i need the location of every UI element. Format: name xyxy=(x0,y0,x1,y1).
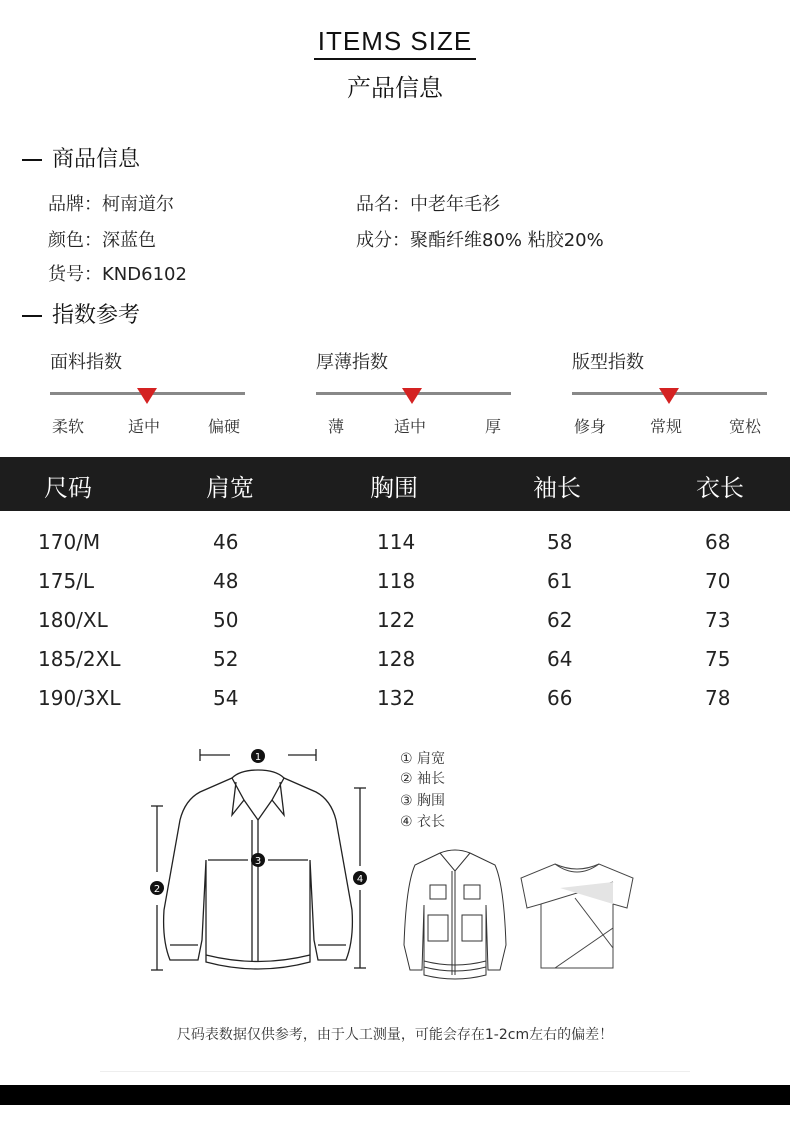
marker-2 xyxy=(150,881,164,895)
svg-text:2: 2 xyxy=(153,884,161,895)
header-chest: 胸围 xyxy=(370,474,418,502)
color-field: 颜色：深蓝色 xyxy=(48,230,156,251)
fit-option-loose: 宽松 xyxy=(729,417,762,436)
title-english: ITEMS SIZE xyxy=(0,26,790,57)
marker-1 xyxy=(251,749,265,763)
item-number-field: 货号：KND6102 xyxy=(48,264,187,285)
fabric-index-title: 面料指数 xyxy=(50,352,122,373)
header-shoulder: 肩宽 xyxy=(206,474,254,502)
fabric-option-hard: 偏硬 xyxy=(208,417,241,436)
marker-4 xyxy=(353,871,367,885)
footnote-divider xyxy=(100,1071,690,1072)
thickness-index-marker xyxy=(402,388,422,404)
thickness-option-thin: 薄 xyxy=(328,417,345,436)
bottom-bar xyxy=(0,1085,790,1105)
title-chinese: 产品信息 xyxy=(347,74,443,102)
fit-option-regular: 常规 xyxy=(650,417,683,436)
composition-field: 成分：聚酯纤维80% 粘胶20% xyxy=(356,230,604,251)
jacket-sketch-icon xyxy=(400,845,510,980)
fit-option-slim: 修身 xyxy=(574,417,607,436)
fit-index-title: 版型指数 xyxy=(572,352,644,373)
legend-chest: ③ 胸围 xyxy=(400,793,446,809)
header-size: 尺码 xyxy=(44,474,92,502)
brand-field: 品牌：柯南道尔 xyxy=(48,194,174,215)
legend-sleeve: ② 袖长 xyxy=(400,771,446,787)
svg-text:3: 3 xyxy=(254,856,262,867)
svg-text:1: 1 xyxy=(254,752,262,763)
fabric-option-medium: 适中 xyxy=(128,417,161,436)
header-length: 衣长 xyxy=(696,474,744,502)
jacket-measurement-illustration xyxy=(140,740,380,980)
index-ref-heading: 指数参考 xyxy=(22,298,140,329)
legend-shoulder: ① 肩宽 xyxy=(400,751,446,767)
measurement-footnote: 尺码表数据仅供参考，由于人工测量，可能会存在1-2cm左右的偏差！ xyxy=(176,1027,614,1043)
marker-3 xyxy=(251,853,265,867)
product-info-heading: 商品信息 xyxy=(22,142,140,173)
fit-index-marker xyxy=(659,388,679,404)
thickness-option-thick: 厚 xyxy=(485,417,502,436)
tshirt-sketch-icon xyxy=(515,858,640,973)
legend-length: ④ 衣长 xyxy=(400,814,446,830)
header-sleeve: 袖长 xyxy=(533,474,581,502)
fabric-option-soft: 柔软 xyxy=(52,417,85,436)
thickness-index-title: 厚薄指数 xyxy=(316,352,388,373)
thickness-option-medium: 适中 xyxy=(394,417,427,436)
svg-text:4: 4 xyxy=(356,874,364,885)
fabric-index-marker xyxy=(137,388,157,404)
product-name-field: 品名：中老年毛衫 xyxy=(356,194,500,215)
